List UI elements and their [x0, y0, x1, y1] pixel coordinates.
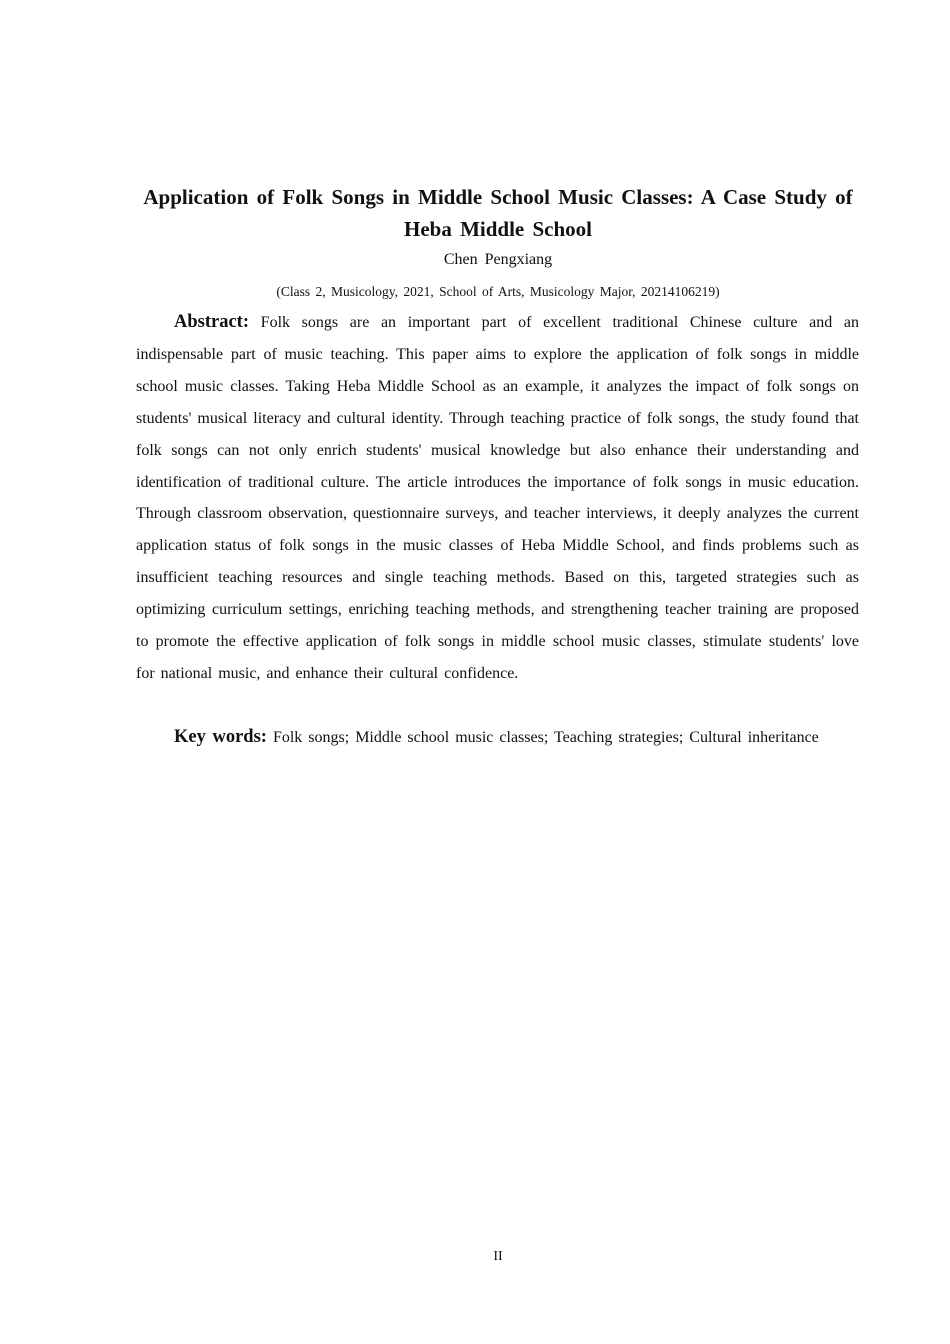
- page-number: II: [493, 1249, 503, 1264]
- keywords-paragraph: [136, 722, 859, 754]
- abstract-text: Folk songs are an important part of excellent traditional Chinese culture and an indispensable part of music teaching. This paper aims to explore the application of folk songs in middle school music classes. Taking Heba Middle School as an example, it analyzes the impact of folk songs on students' musical literacy and cultural identity. Through teaching practice of folk songs, the study found that folk songs can not only enrich students' musical knowledge but also enhance their understanding and identification of traditional culture. The article introduces the importance of folk songs in music education. Through classroom observation, questionnaire surveys, and teacher interviews, it deeply analyzes the current application status of folk songs in the music classes of Heba Middle School, and finds problems such as insufficient teaching resources and single teaching methods. Based on this, targeted strategies such as optimizing curriculum settings, enriching teaching methods, and strengthening teacher training are proposed to promote the effective application of folk songs in middle school music classes, stimulate students' love for national music, and enhance their cultural confidence.: [136, 314, 860, 682]
- keywords-text: Folk songs; Middle school music classes; Teaching strategies; Cultural inheritance: [272, 729, 819, 746]
- abstract-paragraph: [136, 307, 859, 690]
- author-affiliation: (Class 2, Musicology, 2021, School of Arts, Musicology Major, 20214106219): [276, 284, 720, 299]
- abstract-label: Abstract:: [174, 312, 250, 332]
- keywords-label: Key words:: [174, 727, 267, 747]
- paper-title: Application of Folk Songs in Middle School Music Classes: A Case Study of Heba Middle School: [143, 185, 853, 241]
- author-name: Chen Pengxiang: [443, 251, 553, 268]
